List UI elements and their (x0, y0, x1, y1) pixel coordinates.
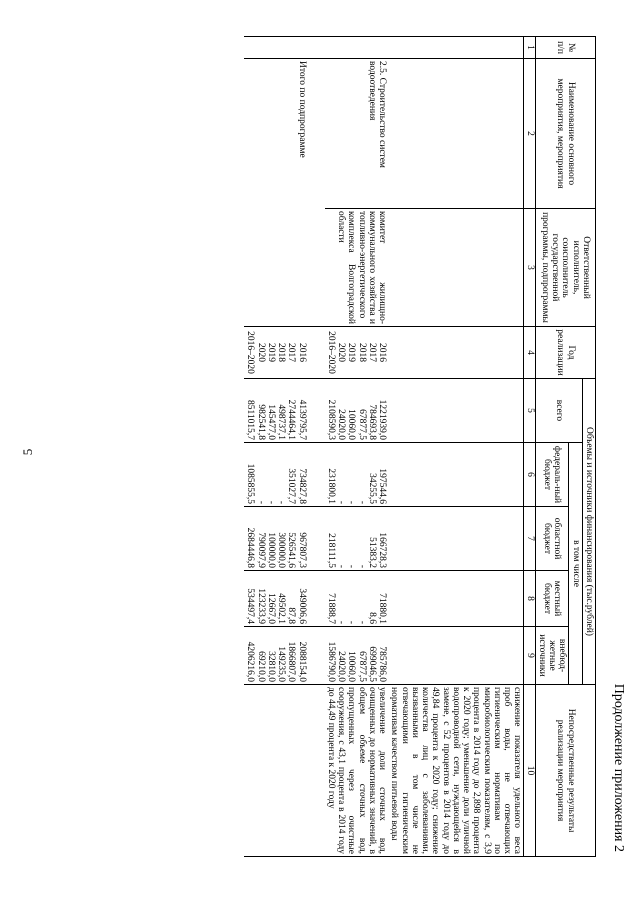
continuation-label: Продолжение приложения 2 (611, 683, 626, 852)
col-number: 1 (524, 37, 535, 59)
program-table (244, 36, 596, 857)
header-federal: федераль-ный бюджет (535, 443, 569, 507)
col-number: 9 (524, 627, 535, 685)
result-text-prev: снижение показателя удельного веса проб воды, не отвечающих гигиеническим нормативам по микробиологическим показателям, с 3,9 процента в 2014 году до 2,898 процента к 2020 году; уменьшение доли уличной водопроводной сети, нуждающейся в замене, с 52 процентов в 2014 году до 49,84 процента к 2020 году; снижение количества лиц с заболеваниями, вызванными в том числе не отвечающими гигиеническим нормативам качеством питьевой воды (388, 685, 524, 857)
header-results: Непосредственные результаты реализации мероприятия (535, 685, 595, 857)
col-number: 10 (524, 685, 535, 857)
header-regional: областной бюджет (535, 507, 569, 571)
col-number: 5 (524, 379, 535, 443)
regional-values: 166728,3 51383,2 - - - 218111,5 (325, 507, 389, 571)
header-funding: Объемы и источники финансирования (тыс.рублей) (582, 379, 595, 685)
total-year-list: 2016 2017 2018 2019 2020 2016–2020 (244, 327, 325, 379)
total-row-total: 4139795,7 2744464,1 498737,1 145477,0 982541,8 8511015,7 (244, 379, 325, 443)
total-row-extra: 2088154,0 1866807,0 149235,0 32810,0 69210,0 4206216,0 (244, 627, 325, 685)
header-year: Год реализации (535, 327, 595, 379)
table-row (325, 37, 389, 857)
header-local: местный бюджет (535, 571, 569, 627)
row-result: увеличение доли сточных вод, очищенных до нормативных значений, в общем объеме сточных вод, пропущенных через очистные сооружения, с 43,1 процента в 2014 году до 44,49 процента к 2020 году (325, 685, 389, 857)
column-number-row (524, 37, 535, 857)
header-executor: Ответственный исполнитель, соисполнитель государственной программы, подпрограммы (535, 209, 595, 327)
header-including: в том числе (569, 443, 582, 685)
total-row-local: 349006,6 87,8 49502,1 12667,0 123233,9 534497,4 (244, 571, 325, 627)
total-row-regional: 967807,3 526541,6 300000,0 100000,0 790097,9 2684446,8 (244, 507, 325, 571)
total-values: 1221939,0 784693,8 67877,5 10060,0 24020,0 2108590,3 (325, 379, 389, 443)
page-number: 5 (20, 448, 35, 456)
row-num (325, 37, 389, 59)
col-number: 2 (524, 59, 535, 209)
col-number: 7 (524, 507, 535, 571)
total-row-federal: 734827,8 351027,7 - - - 1085855,5 (244, 443, 325, 507)
rotated-page (116, 36, 626, 856)
col-number: 8 (524, 571, 535, 627)
row-name: 2.5. Строительство систем водоотведения (325, 59, 389, 209)
total-row-label: Итого по подпрограмме (244, 59, 325, 327)
header-extra: внебюд-жетные источники (535, 627, 569, 685)
local-values: 71880,1 8,6 - - - 71888,7 (325, 571, 389, 627)
row-executor: комитет жилищно-коммунального хозяйства и топливно-энергетического комплекса Волгоградской области (325, 209, 389, 327)
col-number: 3 (524, 209, 535, 327)
header-name: Наименование основного мероприятия, мероприятия (535, 59, 595, 209)
col-number: 4 (524, 327, 535, 379)
table-row (388, 37, 524, 857)
year-list: 2016 2017 2018 2019 2020 2016–2020 (325, 327, 389, 379)
header-num: № п/п (535, 37, 595, 59)
extra-values: 785786,0 699046,5 67877,5 10060,0 24020,0 1586790,0 (325, 627, 389, 685)
col-number: 6 (524, 443, 535, 507)
table-row (244, 37, 325, 857)
federal-values: 197544,6 34255,5 - - - 231800,1 (325, 443, 389, 507)
header-total: всего (535, 379, 582, 443)
